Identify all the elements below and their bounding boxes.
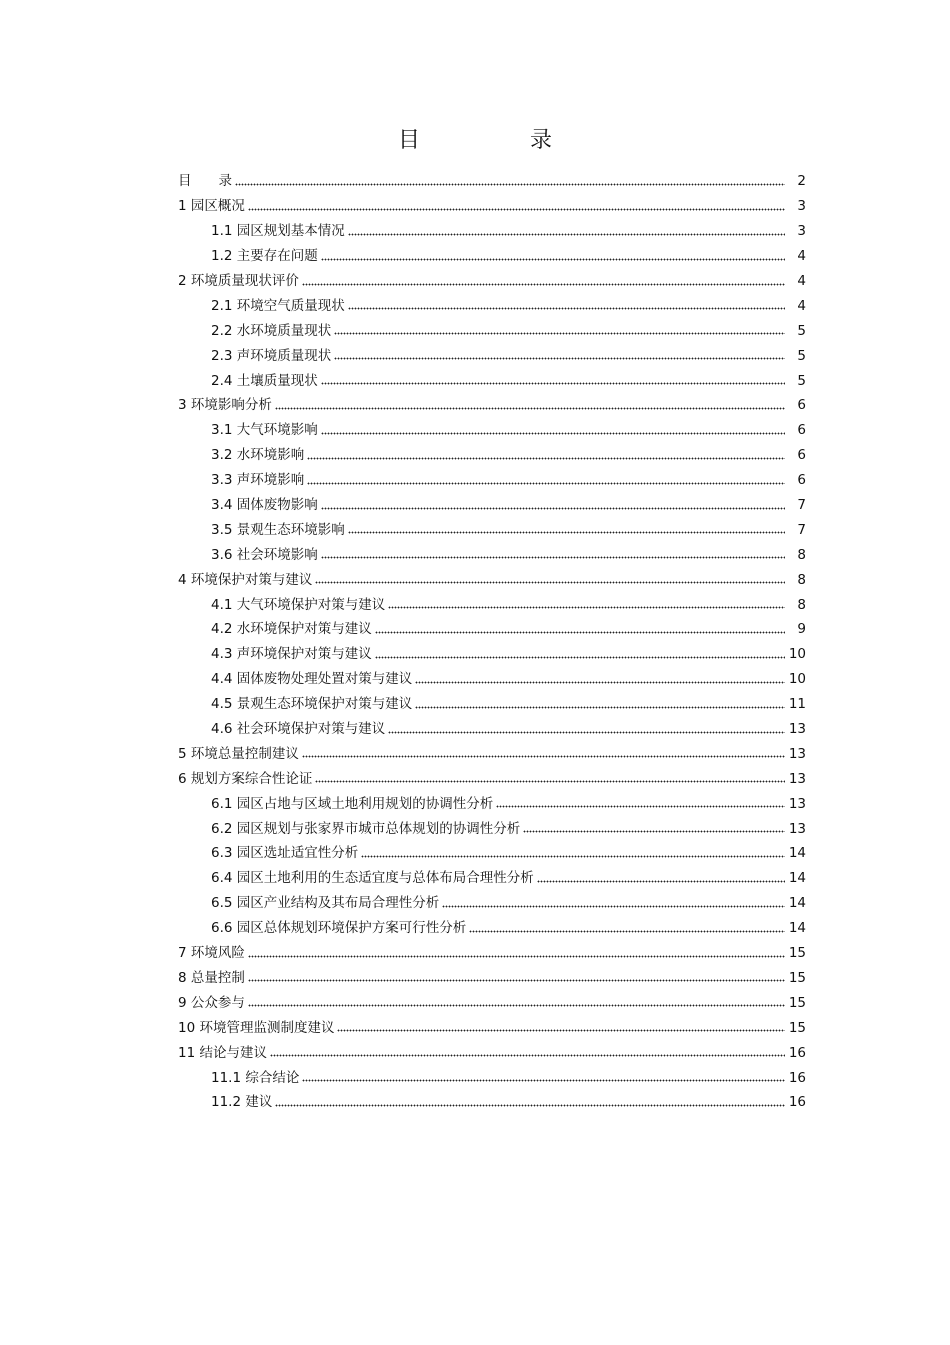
toc-entry-title: 目 录 xyxy=(178,173,232,190)
toc-entry-title: 3.3 声环境影响 xyxy=(211,472,305,489)
toc-entry[interactable] xyxy=(178,194,806,219)
dot-leader xyxy=(307,453,785,463)
toc-entry-title: 2 环境质量现状评价 xyxy=(178,273,299,289)
toc-entry-title: 3.1 大气环境影响 xyxy=(211,422,318,439)
dot-leader xyxy=(307,478,785,488)
dot-leader xyxy=(302,279,785,289)
dot-leader xyxy=(388,727,785,737)
toc-page-number: 6 xyxy=(797,472,806,489)
toc-page-number: 3 xyxy=(797,223,806,240)
toc-subentry[interactable] xyxy=(178,692,806,717)
toc-subentry[interactable] xyxy=(178,293,806,318)
toc-subentry[interactable] xyxy=(178,244,806,269)
dot-leader xyxy=(302,752,785,762)
dot-leader xyxy=(375,652,785,662)
dot-leader xyxy=(321,503,785,513)
toc-entry-title: 1.2 主要存在问题 xyxy=(211,248,318,265)
toc-page-number: 15 xyxy=(788,994,806,1011)
toc-page-number: 16 xyxy=(788,1044,806,1061)
toc-page-number: 14 xyxy=(788,845,806,862)
toc-subentry[interactable] xyxy=(178,891,806,916)
toc-entry-title: 1 园区概况 xyxy=(178,198,245,215)
toc-entry-title: 2.3 声环境质量现状 xyxy=(211,347,332,364)
toc-page-number: 8 xyxy=(797,596,806,613)
toc-page-number: 8 xyxy=(797,546,806,563)
toc-page-number: 7 xyxy=(797,521,806,538)
dot-leader xyxy=(523,827,785,837)
dot-leader xyxy=(442,901,785,911)
toc-entry[interactable] xyxy=(178,393,806,418)
toc-entry-title: 6.1 园区占地与区域土地利用规划的协调性分析 xyxy=(211,795,494,812)
dot-leader xyxy=(321,254,785,264)
toc-entry-title: 3.5 景观生态环境影响 xyxy=(211,521,345,538)
dot-leader xyxy=(496,802,785,812)
toc-subentry[interactable] xyxy=(178,592,806,617)
dot-leader xyxy=(270,1051,785,1061)
toc-subentry[interactable] xyxy=(178,368,806,393)
dot-leader xyxy=(348,229,785,239)
toc-page-number: 4 xyxy=(797,248,806,265)
dot-leader xyxy=(469,926,785,936)
toc-entry-title: 6.3 园区选址适宜性分析 xyxy=(211,845,359,862)
toc-entry-title: 4.2 水环境保护对策与建议 xyxy=(211,621,372,638)
toc-subentry[interactable] xyxy=(178,468,806,493)
dot-leader xyxy=(321,379,785,389)
toc-entry-title: 11.2 建议 xyxy=(211,1094,273,1111)
dot-leader xyxy=(302,1076,785,1086)
toc-subentry[interactable] xyxy=(178,443,806,468)
dot-leader xyxy=(321,428,785,438)
toc-entry-title: 6.5 园区产业结构及其布局合理性分析 xyxy=(211,895,440,912)
toc-subentry[interactable] xyxy=(178,542,806,567)
toc-entry-title: 4.4 固体废物处理处置对策与建议 xyxy=(211,671,413,688)
toc-subentry[interactable] xyxy=(178,219,806,244)
toc-subentry[interactable] xyxy=(178,418,806,443)
toc-subentry[interactable] xyxy=(178,916,806,941)
toc-entry[interactable] xyxy=(178,766,806,791)
toc-entry-title: 6.4 园区土地利用的生态适宜度与总体布局合理性分析 xyxy=(211,870,534,887)
toc-entry-title: 4.3 声环境保护对策与建议 xyxy=(211,646,372,663)
toc-page-number: 10 xyxy=(788,671,806,688)
dot-leader xyxy=(248,1001,785,1011)
toc-page-number: 15 xyxy=(788,945,806,962)
toc-page-number: 16 xyxy=(788,1094,806,1111)
dot-leader xyxy=(334,354,785,364)
toc-entry-title: 11.1 综合结论 xyxy=(211,1069,300,1086)
dot-leader xyxy=(415,677,785,687)
dot-leader xyxy=(248,976,785,986)
toc-entry[interactable] xyxy=(178,1015,806,1040)
toc-page-number: 16 xyxy=(788,1069,806,1086)
toc-subentry[interactable] xyxy=(178,517,806,542)
dot-leader xyxy=(388,603,785,613)
toc-entry[interactable] xyxy=(178,741,806,766)
toc-page-number: 13 xyxy=(788,721,806,738)
toc-entry[interactable] xyxy=(178,1040,806,1065)
toc-entry-title: 2.2 水环境质量现状 xyxy=(211,322,332,339)
toc-entry[interactable] xyxy=(178,990,806,1015)
toc-entry-title: 4.6 社会环境保护对策与建议 xyxy=(211,721,386,738)
toc-entry-title: 7 环境风险 xyxy=(178,945,245,962)
toc-page-number: 14 xyxy=(788,895,806,912)
toc-page-number: 13 xyxy=(788,820,806,837)
toc-entry-title: 8 总量控制 xyxy=(178,969,245,986)
dot-leader xyxy=(275,1100,785,1110)
dot-leader xyxy=(315,578,785,588)
dot-leader xyxy=(375,627,785,637)
table-of-contents xyxy=(178,169,806,1115)
toc-page-number: 6 xyxy=(797,397,806,414)
dot-leader xyxy=(361,851,785,861)
dot-leader xyxy=(321,553,785,563)
toc-page-number: 4 xyxy=(797,297,806,314)
toc-page-number: 5 xyxy=(797,347,806,364)
toc-page-number: 14 xyxy=(788,920,806,937)
toc-entry-title: 10 环境管理监测制度建议 xyxy=(178,1019,335,1036)
toc-subentry[interactable] xyxy=(178,816,806,841)
toc-page-number: 13 xyxy=(788,770,806,787)
toc-entry-title: 11 结论与建议 xyxy=(178,1044,267,1061)
toc-page-number: 6 xyxy=(797,447,806,464)
toc-subentry[interactable] xyxy=(178,617,806,642)
toc-entry-title: 2.4 土壤质量现状 xyxy=(211,372,318,389)
toc-entry-title: 3.4 固体废物影响 xyxy=(211,497,318,514)
toc-page-number: 15 xyxy=(788,969,806,986)
toc-page-number: 8 xyxy=(797,571,806,588)
dot-leader xyxy=(415,702,785,712)
toc-page-number: 5 xyxy=(797,372,806,389)
toc-entry-title: 3.6 社会环境影响 xyxy=(211,546,318,563)
dot-leader xyxy=(348,304,785,314)
toc-subentry[interactable] xyxy=(178,343,806,368)
dot-leader xyxy=(334,329,785,339)
toc-page-number: 9 xyxy=(797,621,806,638)
toc-entry[interactable] xyxy=(178,941,806,966)
toc-page-number: 13 xyxy=(788,745,806,762)
toc-page-number: 10 xyxy=(788,646,806,663)
toc-entry-title: 4.5 景观生态环境保护对策与建议 xyxy=(211,696,413,713)
toc-entry-title: 2.1 环境空气质量现状 xyxy=(211,297,345,314)
dot-leader xyxy=(315,777,785,787)
toc-entry-title: 3.2 水环境影响 xyxy=(211,447,305,464)
toc-entry[interactable] xyxy=(178,169,806,194)
dot-leader xyxy=(337,1026,785,1036)
dot-leader xyxy=(275,403,785,413)
toc-entry-title: 5 环境总量控制建议 xyxy=(178,745,299,762)
dot-leader xyxy=(537,876,785,886)
dot-leader xyxy=(348,528,785,538)
toc-entry-title: 4 环境保护对策与建议 xyxy=(178,571,313,588)
toc-subentry[interactable] xyxy=(178,642,806,667)
toc-subentry[interactable] xyxy=(178,1065,806,1090)
toc-page-number: 5 xyxy=(797,322,806,339)
toc-entry-title: 1.1 园区规划基本情况 xyxy=(211,223,345,240)
page-title: 目 录 xyxy=(397,128,596,153)
toc-subentry[interactable] xyxy=(178,791,806,816)
toc-entry[interactable] xyxy=(178,966,806,991)
toc-subentry[interactable] xyxy=(178,717,806,742)
toc-entry-title: 6.6 园区总体规划环境保护方案可行性分析 xyxy=(211,920,467,937)
toc-page-number: 11 xyxy=(788,696,806,713)
toc-entry-title: 6.2 园区规划与张家界市城市总体规划的协调性分析 xyxy=(211,820,521,837)
toc-subentry[interactable] xyxy=(178,866,806,891)
toc-entry-title: 3 环境影响分析 xyxy=(178,397,272,414)
toc-entry-title: 9 公众参与 xyxy=(178,994,245,1011)
toc-entry[interactable] xyxy=(178,567,806,592)
toc-page-number: 4 xyxy=(797,273,806,289)
toc-page-number: 15 xyxy=(788,1019,806,1036)
dot-leader xyxy=(248,951,785,961)
dot-leader xyxy=(235,179,785,189)
toc-page-number: 6 xyxy=(797,422,806,439)
toc-entry-title: 6 规划方案综合性论证 xyxy=(178,770,313,787)
toc-page-number: 13 xyxy=(788,795,806,812)
toc-page-number: 7 xyxy=(797,497,806,514)
toc-subentry[interactable] xyxy=(178,318,806,343)
dot-leader xyxy=(248,204,785,214)
toc-page-number: 2 xyxy=(797,173,806,190)
toc-page-number: 14 xyxy=(788,870,806,887)
toc-subentry[interactable] xyxy=(178,1090,806,1115)
toc-page-number: 3 xyxy=(797,198,806,215)
toc-entry-title: 4.1 大气环境保护对策与建议 xyxy=(211,596,386,613)
toc-entry[interactable] xyxy=(178,269,806,294)
toc-subentry[interactable] xyxy=(178,841,806,866)
toc-subentry[interactable] xyxy=(178,493,806,518)
toc-subentry[interactable] xyxy=(178,667,806,692)
